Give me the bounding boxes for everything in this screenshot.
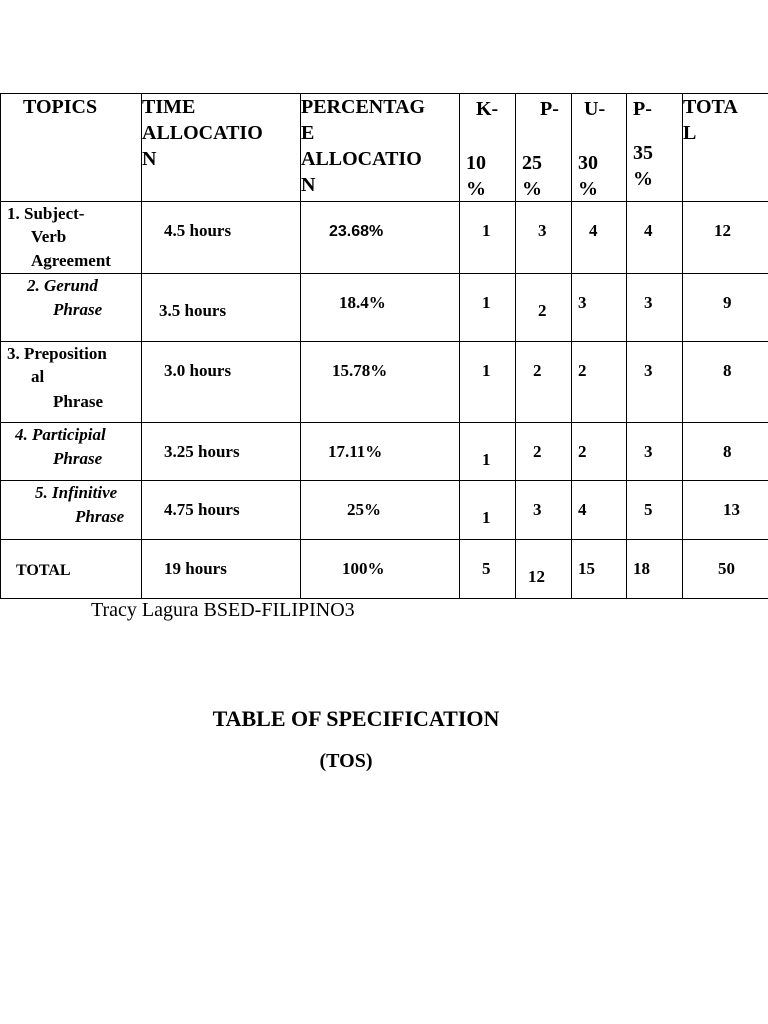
k-cell: 1 bbox=[460, 342, 516, 423]
topic-cell: 4. Participial Phrase bbox=[1, 423, 142, 481]
u-cell: 15 bbox=[572, 540, 627, 599]
header-row bbox=[1, 94, 768, 202]
p35-cell: 3 bbox=[627, 274, 683, 342]
total-cell: 9 bbox=[683, 274, 768, 342]
total-cell: 8 bbox=[683, 423, 768, 481]
document-subtitle: (TOS) bbox=[319, 750, 373, 772]
p25-cell: 2 bbox=[516, 423, 572, 481]
total-cell: 12 bbox=[683, 202, 768, 274]
u-cell: 4 bbox=[572, 202, 627, 274]
header-p25: P- 25 % bbox=[516, 94, 572, 202]
header-percentage-allocation: PERCENTAG E ALLOCATIO N bbox=[301, 94, 460, 202]
header-u: U- 30 % bbox=[572, 94, 627, 202]
topic-cell: TOTAL bbox=[1, 540, 142, 599]
time-cell: 4.5 hours bbox=[142, 202, 301, 274]
time-cell: 3.25 hours bbox=[142, 423, 301, 481]
topic-cell: 5. Infinitive Phrase bbox=[1, 481, 142, 540]
p25-cell: 2 bbox=[516, 342, 572, 423]
author-name: Tracy Lagura BSED-FILIPINO3 bbox=[91, 599, 355, 621]
table-row bbox=[1, 481, 768, 540]
p35-cell: 3 bbox=[627, 423, 683, 481]
k-cell: 1 bbox=[460, 423, 516, 481]
document-title: TABLE OF SPECIFICATION bbox=[212, 706, 500, 731]
time-cell: 3.0 hours bbox=[142, 342, 301, 423]
total-cell: 50 bbox=[683, 540, 768, 599]
header-k: K- 10 % bbox=[460, 94, 516, 202]
total-row bbox=[1, 540, 768, 599]
table-row bbox=[1, 423, 768, 481]
header-time-allocation: TIME ALLOCATIO N bbox=[142, 94, 301, 202]
total-cell: 8 bbox=[683, 342, 768, 423]
percentage-cell: 18.4% bbox=[301, 274, 460, 342]
percentage-cell: 23.68% bbox=[301, 202, 460, 274]
topic-cell: 2. Gerund Phrase bbox=[1, 274, 142, 342]
percentage-cell: 100% bbox=[301, 540, 460, 599]
table-row bbox=[1, 202, 768, 274]
p35-cell: 4 bbox=[627, 202, 683, 274]
table-row bbox=[1, 342, 768, 423]
k-cell: 1 bbox=[460, 202, 516, 274]
tos-table bbox=[0, 93, 768, 599]
p25-cell: 3 bbox=[516, 202, 572, 274]
header-p35: P- 35 % bbox=[627, 94, 683, 202]
total-cell: 13 bbox=[683, 481, 768, 540]
time-cell: 19 hours bbox=[142, 540, 301, 599]
header-total: TOTA L bbox=[683, 94, 768, 202]
topic-cell: 3. Preposition al Phrase bbox=[1, 342, 142, 423]
k-cell: 1 bbox=[460, 481, 516, 540]
k-cell: 5 bbox=[460, 540, 516, 599]
p35-cell: 18 bbox=[627, 540, 683, 599]
topic-cell: 1. Subject- Verb Agreement bbox=[1, 202, 142, 274]
u-cell: 2 bbox=[572, 342, 627, 423]
time-cell: 4.75 hours bbox=[142, 481, 301, 540]
p35-cell: 3 bbox=[627, 342, 683, 423]
k-cell: 1 bbox=[460, 274, 516, 342]
u-cell: 3 bbox=[572, 274, 627, 342]
p25-cell: 12 bbox=[516, 540, 572, 599]
percentage-cell: 15.78% bbox=[301, 342, 460, 423]
p35-cell: 5 bbox=[627, 481, 683, 540]
percentage-cell: 25% bbox=[301, 481, 460, 540]
p25-cell: 3 bbox=[516, 481, 572, 540]
table-row bbox=[1, 274, 768, 342]
p25-cell: 2 bbox=[516, 274, 572, 342]
percentage-cell: 17.11% bbox=[301, 423, 460, 481]
time-cell: 3.5 hours bbox=[142, 274, 301, 342]
u-cell: 2 bbox=[572, 423, 627, 481]
header-topics: TOPICS bbox=[1, 94, 142, 202]
u-cell: 4 bbox=[572, 481, 627, 540]
